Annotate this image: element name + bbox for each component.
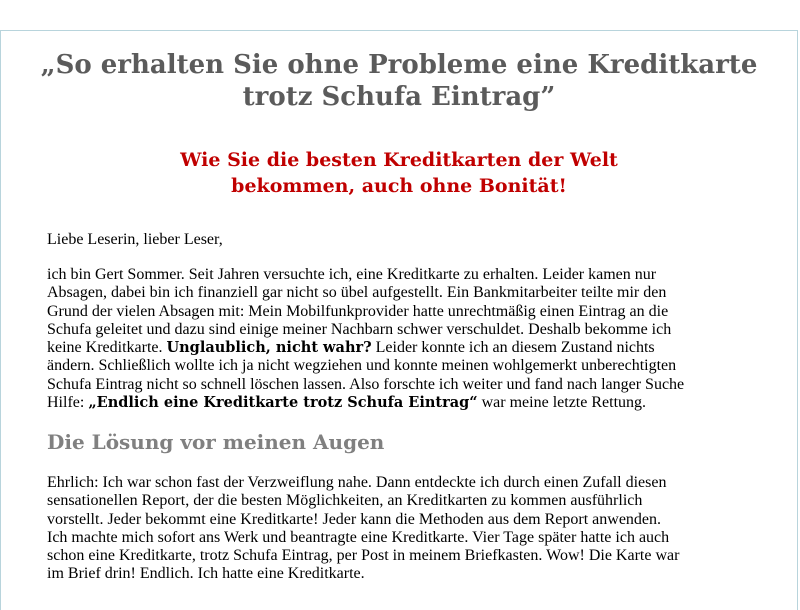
solution-line: im Brief drin! Endlich. Ich hatte eine Kreditkarte.	[47, 565, 365, 583]
intro-line: ich bin Gert Sommer. Seit Jahren versuchte ich, eine Kreditkarte zu erhalten. Leider kamen nur	[47, 266, 657, 283]
intro-paragraph	[47, 266, 747, 412]
intro-line: keine Kreditkarte.	[47, 339, 167, 357]
intro-line: Grund der vielen Absagen mit: Mein Mobilfunkprovider hatte unrechtmäßig einen Eintrag an die	[47, 302, 669, 320]
solution-line: Ehrlich: Ich war schon fast der Verzweiflung nahe. Dann entdeckte ich durch einen Zufall diesen	[47, 474, 667, 491]
headline-line-2: trotz Schufa Eintrag”	[242, 82, 556, 112]
solution-line: sensationellen Report, der die besten Möglichkeiten, an Kreditkarten zu kommen ausführlich	[47, 492, 643, 510]
intro-line: Schufa Eintrag nicht so schnell löschen lassen. Also forschte ich weiter und fand nach langer Suche	[47, 375, 685, 393]
section-heading: Die Lösung vor meinen Augen	[47, 430, 385, 454]
subheadline-line-2: bekommen, auch ohne Bonität!	[231, 175, 567, 197]
solution-line: vorstellt. Jeder bekommt eine Kreditkarte! Jeder kann die Methoden aus dem Report anwenden.	[47, 510, 662, 528]
greeting: Liebe Leserin, lieber Leser,	[47, 231, 223, 248]
headline	[1, 49, 797, 113]
article-page	[0, 30, 798, 610]
headline-line-1: „So erhalten Sie ohne Probleme eine Kreditkarte	[40, 50, 758, 80]
intro-line: Leider konnte ich an diesem Zustand nichts	[371, 339, 655, 357]
solution-line: Ich machte mich sofort ans Werk und beantragte eine Kreditkarte. Vier Tage später hatte ich auch	[47, 528, 670, 546]
subheadline-line-1: Wie Sie die besten Kreditkarten der Welt	[180, 149, 618, 171]
solution-line: schon eine Kreditkarte, trotz Schufa Eintrag, per Post in meinem Briefkasten. Wow! Die Karte war	[47, 547, 680, 565]
subheadline	[1, 147, 797, 199]
report-title-emphasis: „Endlich eine Kreditkarte trotz Schufa Eintrag“	[88, 394, 478, 412]
intro-line: Schufa geleitet und dazu sind einige meiner Nachbarn schwer verschuldet. Deshalb bekomme ich	[47, 320, 672, 338]
intro-line: Hilfe:	[47, 394, 89, 412]
emphasis-text: Unglaublich, nicht wahr?	[166, 339, 372, 357]
intro-line: war meine letzte Rettung.	[477, 394, 647, 412]
solution-paragraph	[47, 474, 747, 584]
intro-line: ändern. Schließlich wollte ich ja nicht wegziehen und konnte meinen wohlgemerkt unberechtigten	[47, 357, 677, 375]
intro-line: Absagen, dabei bin ich finanziell gar nicht so übel aufgestellt. Ein Bankmitarbeiter teilte mir den	[47, 284, 667, 302]
